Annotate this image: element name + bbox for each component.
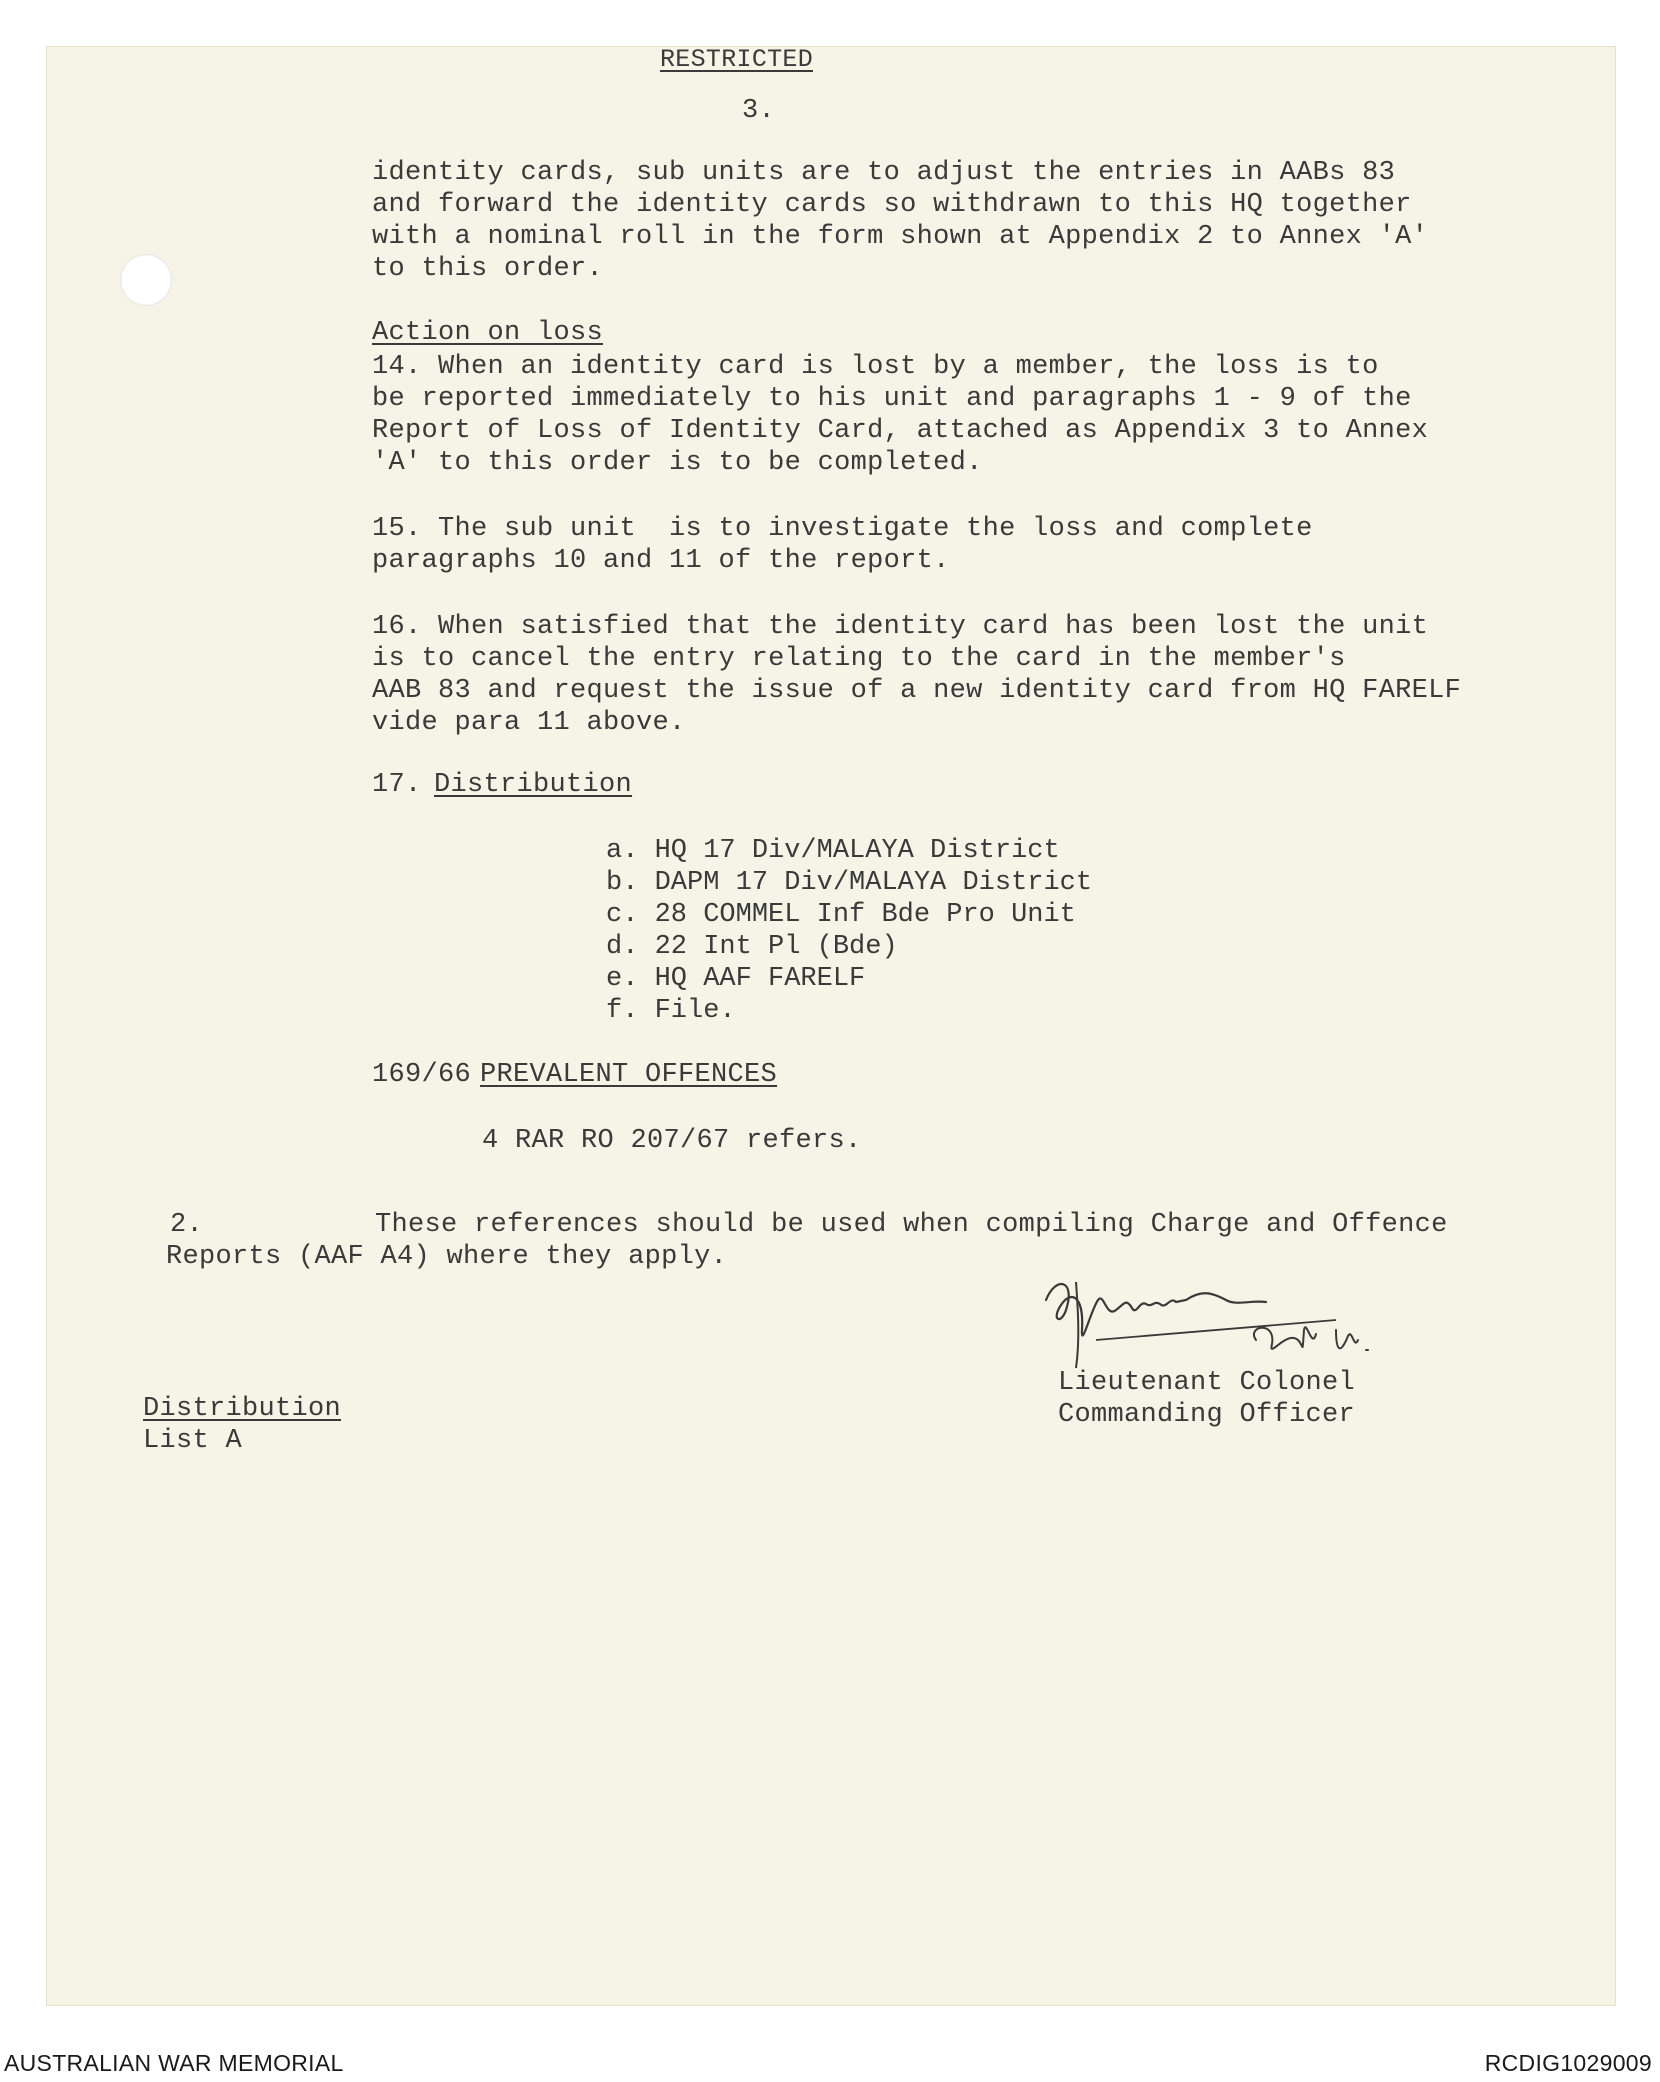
list-item: e. HQ AAF FARELF	[606, 964, 866, 994]
classification-marking: RESTRICTED	[660, 45, 814, 74]
signatory-appointment: Commanding Officer	[1058, 1400, 1356, 1430]
para-2-line-1: These references should be used when compiling Charge and Offence	[375, 1210, 1448, 1240]
paragraph-17-heading: Distribution	[434, 770, 633, 800]
paragraph-17-number: 17.	[372, 770, 422, 800]
distribution-footer-list: List A	[143, 1426, 243, 1456]
list-item: a. HQ 17 Div/MALAYA District	[606, 836, 1060, 866]
section-169-number: 169/66	[372, 1060, 472, 1090]
para-2-line-2: Reports (AAF A4) where they apply.	[166, 1242, 728, 1272]
list-item: f. File.	[606, 996, 736, 1026]
para-2-number: 2.	[170, 1210, 204, 1240]
section-169-reference: 4 RAR RO 207/67 refers.	[482, 1126, 862, 1156]
section-169-heading: PREVALENT OFFENCES	[480, 1060, 778, 1090]
list-item: d. 22 Int Pl (Bde)	[606, 932, 898, 962]
list-item: c. 28 COMMEL Inf Bde Pro Unit	[606, 900, 1076, 930]
list-item: b. DAPM 17 Div/MALAYA District	[606, 868, 1093, 898]
signature	[1036, 1270, 1416, 1380]
archive-credit: AUSTRALIAN WAR MEMORIAL	[4, 2050, 344, 2076]
punch-hole	[120, 254, 172, 306]
signatory-rank: Lieutenant Colonel	[1058, 1368, 1356, 1398]
action-on-loss-heading: Action on loss	[372, 318, 604, 348]
distribution-footer-heading: Distribution	[143, 1394, 342, 1424]
archive-record-id: RCDIG1029009	[1484, 2050, 1652, 2076]
document-page	[46, 46, 1616, 2006]
page-number: 3.	[742, 96, 776, 126]
